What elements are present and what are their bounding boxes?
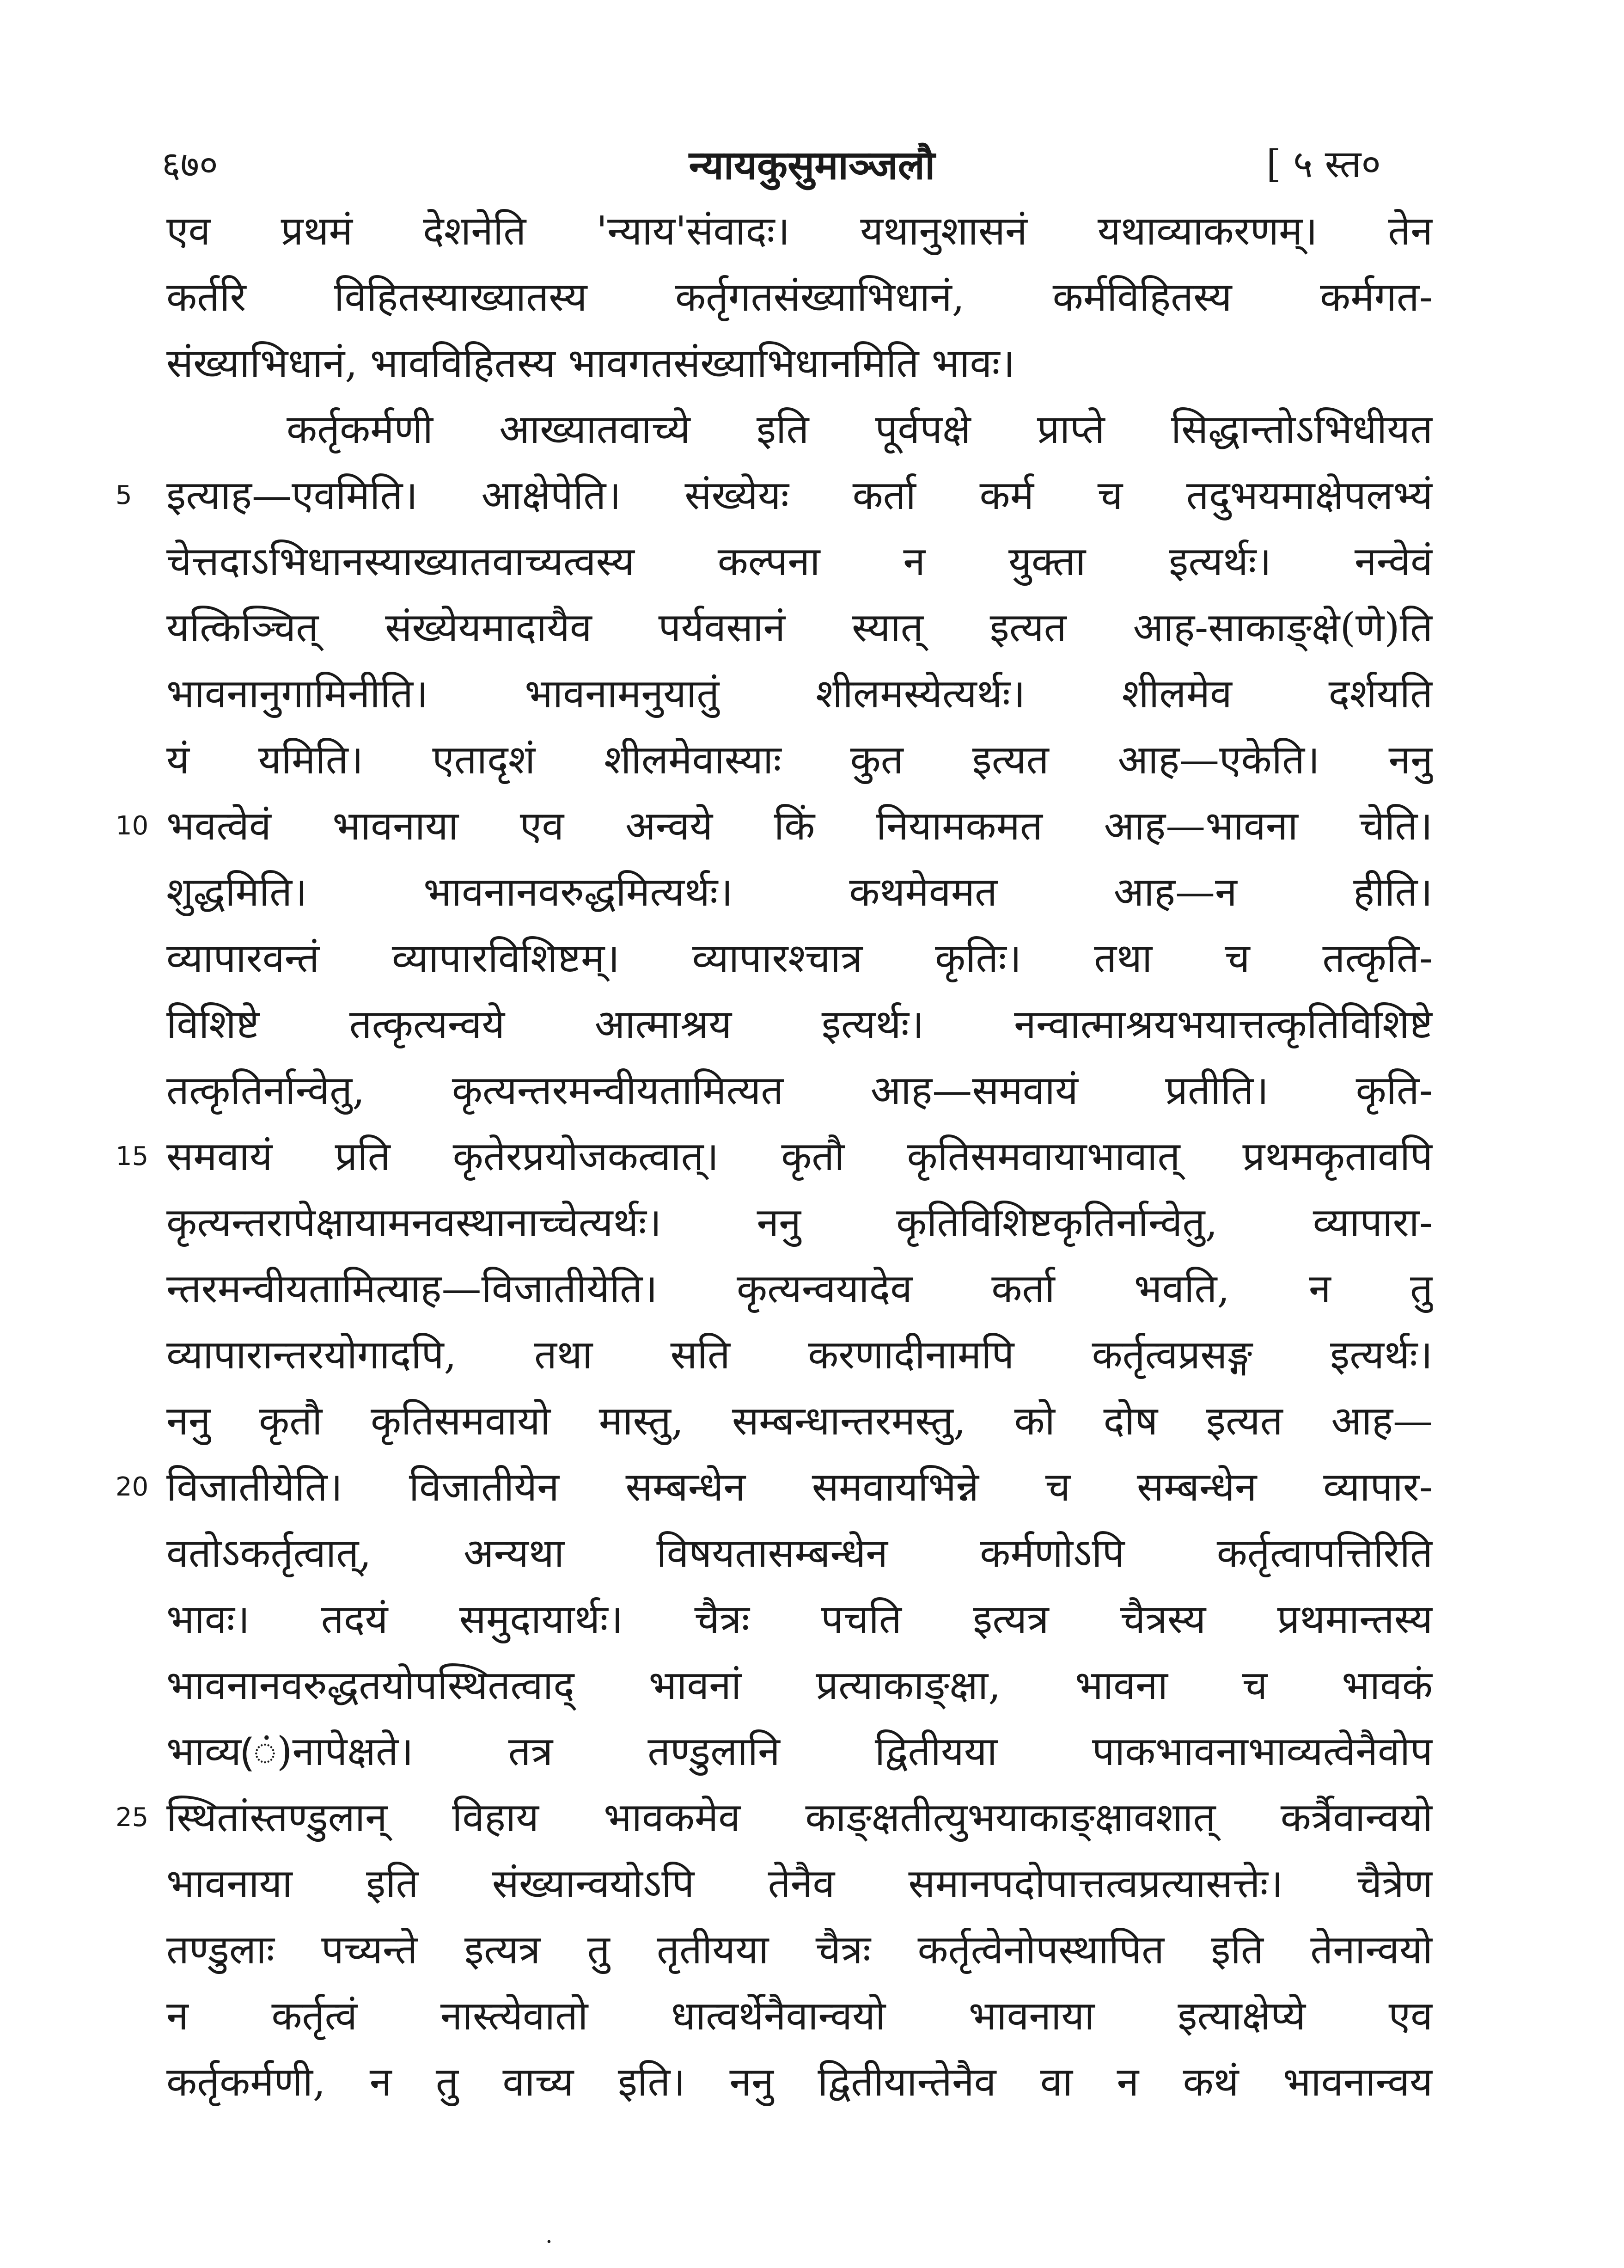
line-number: 5 [116,480,132,510]
text-line: विजातीयेति। विजातीयेन सम्बन्धेन समवायभिन्ने च सम्बन्धेन व्यापार- [166,1464,1433,1510]
text-line: यत्किञ्चित् संख्येयमादायैव पर्यवसानं स्यात् इत्यत आह-साकाङ्क्षे(णे)ति [166,605,1433,651]
text-line: न कर्तृत्वं नास्त्येवातो धात्वर्थेनैवान्वयो भावनाया इत्याक्षेप्ये एव [166,1993,1433,2039]
text-line: संख्याभिधानं, भावविहितस्य भावगतसंख्याभिधानमिति भावः। [166,340,1015,386]
text-line: इत्याह—एवमिति। आक्षेपेति। संख्येयः कर्ता कर्म च तदुभयमाक्षेपलभ्यं [166,472,1433,519]
text-line: भावनानवरुद्धतयोपस्थितत्वाद् भावनां प्रत्याकाङ्क्षा, भावना च भावकं [166,1662,1433,1709]
text-line: भाव्य(ं)नापेक्षते। तत्र तण्डुलानि द्वितीयया पाकभावनाभाव्यत्वेनैवोप [166,1729,1433,1775]
section-marker: [ ५ स्त० [1266,142,1381,186]
text-line: भवत्वेवं भावनाया एव अन्वये किं नियामकमत आह—भावना चेति। [166,803,1433,849]
text-line: समवायं प्रति कृतेरप्रयोजकत्वात्। कृतौ कृतिसमवायाभावात् प्रथमकृतावपि [166,1134,1433,1180]
text-line: स्थितांस्तण्डुलान् विहाय भावकमेव काङ्क्षतीत्युभयाकाङ्क्षावशात् कर्त्रैवान्वयो [166,1795,1433,1841]
text-line: व्यापारवन्तं व्यापारविशिष्टम्। व्यापारश्चात्र कृतिः। तथा च तत्कृति- [166,935,1433,981]
text-line: कृत्यन्तरापेक्षायामनवस्थानाच्चेत्यर्थः। ननु कृतिविशिष्टकृतिर्नान्वेतु, व्यापारा- [166,1200,1433,1246]
text-line: विशिष्टे तत्कृत्यन्वये आत्माश्रय इत्यर्थः। नन्वात्माश्रयभयात्तत्कृतिविशिष्टे [166,1001,1433,1048]
text-line: वतोऽकर्तृत्वात्, अन्यथा विषयतासम्बन्धेन कर्मणोऽपि कर्तृत्वापत्तिरिति [166,1530,1433,1576]
text-line: भावनाया इति संख्यान्वयोऽपि तेनैव समानपदोपात्तत्वप्रत्यासत्तेः। चैत्रेण [166,1861,1433,1907]
page-number: ६७० [162,144,218,186]
text-line: चेत्तदाऽभिधानस्याख्यातवाच्यत्वस्य कल्पना न युक्ता इत्यर्थः। नन्वेवं [166,539,1433,585]
text-line: शुद्धमिति। भावनानवरुद्धमित्यर्थः। कथमेवमत आह—न हीति। [166,869,1433,915]
text-line: भावः। तदयं समुदायार्थः। चैत्रः पचति इत्यत्र चैत्रस्य प्रथमान्तस्य [166,1596,1433,1643]
text-line: ननु कृतौ कृतिसमवायो मास्तु, सम्बन्धान्तरमस्तु, को दोष इत्यत आह— [166,1398,1433,1444]
line-number: 15 [116,1141,149,1171]
running-title: न्यायकुसुमाञ्जलौ [689,142,935,189]
line-number: 20 [116,1472,149,1502]
text-line: तत्कृतिर्नान्वेतु, कृत्यन्तरमन्वीयतामित्यत आह—समवायं प्रतीति। कृति- [166,1067,1433,1114]
text-line: कर्तृकर्मणी आख्यातवाच्ये इति पूर्वपक्षे प्राप्ते सिद्धान्तोऽभिधीयत [287,406,1433,453]
text-line: यं यमिति। एतादृशं शीलमेवास्याः कुत इत्यत आह—एकेति। ननु [166,737,1433,783]
text-line: व्यापारान्तरयोगादपि, तथा सति करणादीनामपि कर्तृत्वप्रसङ्ग इत्यर्थः। [166,1332,1433,1378]
line-number: 10 [116,811,149,841]
page-header [0,0,1624,189]
line-number: 25 [116,1802,149,1833]
ink-speck: · [545,2228,553,2255]
text-line: भावनानुगामिनीति। भावनामनुयातुं शीलमस्येत्यर्थः। शीलमेव दर्शयति [166,671,1433,717]
text-line: एव प्रथमं देशनेति 'न्याय'संवादः। यथानुशासनं यथाव्याकरणम्। तेन [166,208,1433,254]
text-line: कर्तृकर्मणी, न तु वाच्य इति। ननु द्वितीयान्तेनैव वा न कथं भावनान्वय [166,2059,1433,2105]
text-line: तण्डुलाः पच्यन्ते इत्यत्र तु तृतीयया चैत्रः कर्तृत्वेनोपस्थापित इति तेनान्वयो [166,1927,1433,1973]
text-line: कर्तरि विहितस्याख्यातस्य कर्तृगतसंख्याभिधानं, कर्मविहितस्य कर्मगत- [166,274,1433,320]
text-line: न्तरमन्वीयतामित्याह—विजातीयेति। कृत्यन्वयादेव कर्ता भवति, न तु [166,1266,1433,1312]
